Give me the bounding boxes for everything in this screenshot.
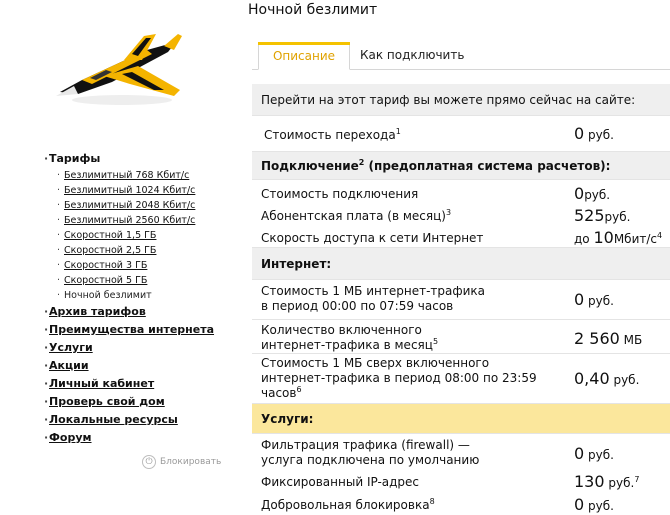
value-unit: руб. <box>588 128 614 142</box>
value-number: 0 <box>574 184 585 203</box>
nav-sub-link[interactable]: Безлимитный 1024 Кбит/с <box>64 185 196 196</box>
value-number: 130 <box>574 472 605 491</box>
extra-traffic-row <box>252 354 670 404</box>
internet-header-label: Интернет: <box>261 257 332 271</box>
value-unit: МБ <box>623 333 643 347</box>
nav-bullet: · <box>57 215 61 226</box>
nav-item-services[interactable] <box>44 339 249 357</box>
fixed-ip-label: Фиксированный IP-адрес <box>261 475 420 489</box>
nav-sub-item-current <box>57 288 249 303</box>
nav-sub-link[interactable]: Скоростной 1,5 ГБ <box>64 230 157 241</box>
value-unit: руб. <box>613 373 640 387</box>
firewall-label <box>261 438 479 468</box>
nav-item-check-house[interactable] <box>44 393 249 411</box>
extra-traffic-label <box>261 356 537 401</box>
nav-sub-link[interactable]: Скоростной 3 ГБ <box>64 260 148 271</box>
nav-bullet: · <box>44 323 49 336</box>
nav-sub-link[interactable]: Скоростной 2,5 ГБ <box>64 245 157 256</box>
footnote-mark: 3 <box>445 208 452 217</box>
nav-bullet: · <box>57 230 61 241</box>
nav-sub-item[interactable] <box>57 183 249 198</box>
nav-bullet: · <box>44 152 49 165</box>
switch-cost-label <box>264 128 401 143</box>
firewall-row <box>252 434 670 472</box>
nav-bullet: · <box>44 431 49 444</box>
connection-cost-value <box>574 184 610 203</box>
label-line: в период 00:00 по 07:59 часов <box>261 299 454 313</box>
nav-item-advantages[interactable] <box>44 321 249 339</box>
tab-bar <box>252 42 670 70</box>
nav-bullet: · <box>44 413 49 426</box>
nav-tariffs[interactable] <box>44 150 249 168</box>
value-unit: руб. <box>588 448 614 462</box>
power-icon: ⏻ <box>142 455 156 469</box>
value-number: 0 <box>574 444 585 463</box>
nav-sub-item[interactable] <box>57 168 249 183</box>
monthly-fee-text: Абонентская плата (в месяц) <box>261 209 446 223</box>
block-button-label: Блокировать <box>160 457 222 467</box>
value-unit: руб. <box>608 476 635 490</box>
nav-link[interactable]: Проверь свой дом <box>49 395 165 408</box>
speed-label: Скорость доступа к сети Интернет <box>261 231 484 245</box>
nav-bullet: · <box>57 200 61 211</box>
page-title: Ночной безлимит <box>248 2 378 18</box>
value-number: 10 <box>593 228 614 247</box>
nav-sub-item[interactable] <box>57 243 249 258</box>
value-number: 0 <box>574 124 585 143</box>
connection-cost-label: Стоимость подключения <box>261 187 419 201</box>
connection-rows <box>252 180 670 248</box>
nav-tariffs-label: Тарифы <box>49 152 101 165</box>
internet-header <box>252 248 670 280</box>
extra-traffic-value <box>574 369 639 388</box>
nav-sub-item[interactable] <box>57 198 249 213</box>
nav-bullet: · <box>57 170 61 181</box>
nav-sub-item[interactable] <box>57 213 249 228</box>
connection-header-suffix: (предоплатная система расчетов): <box>364 159 611 173</box>
intro-text: Перейти на этот тариф вы можете прямо сейчас на сайте: <box>261 93 636 107</box>
value-unit: руб. <box>584 188 611 202</box>
connection-header <box>252 152 670 180</box>
services-header <box>252 404 670 434</box>
nav-link[interactable]: Преимущества интернета <box>49 323 215 336</box>
label-line: интернет-трафика в период 08:00 по 23:59 <box>261 371 537 385</box>
traffic-cost-row <box>252 280 670 320</box>
nav-link[interactable]: Локальные ресурсы <box>49 413 178 426</box>
switch-cost-value <box>574 124 614 143</box>
firewall-value <box>574 444 614 463</box>
value-number: 525 <box>574 206 605 225</box>
value-unit: руб. <box>588 499 614 513</box>
switch-cost-text: Стоимость перехода <box>264 128 396 142</box>
nav-sub-link[interactable]: Скоростной 5 ГБ <box>64 275 148 286</box>
monthly-fee-value <box>574 206 630 225</box>
nav-sub-link[interactable]: Безлимитный 768 Кбит/с <box>64 170 190 181</box>
nav-item-forum[interactable] <box>44 429 249 447</box>
footnote-mark: 4 <box>657 231 663 240</box>
included-traffic-row <box>252 320 670 354</box>
nav-bullet: · <box>44 359 49 372</box>
connection-header-text: Подключение <box>261 159 359 173</box>
label-line: Фильтрация трафика (firewall) — <box>261 438 470 452</box>
tariff-table <box>252 84 670 515</box>
included-traffic-value <box>574 329 642 348</box>
nav-link[interactable]: Форум <box>49 431 92 444</box>
monthly-fee-label <box>261 209 451 224</box>
nav-link[interactable]: Архив тарифов <box>49 305 146 318</box>
nav-sub-link[interactable]: Безлимитный 2048 Кбит/с <box>64 200 196 211</box>
value-number: 2 560 <box>574 329 620 348</box>
speed-value <box>574 228 662 247</box>
value-unit: руб. <box>588 294 614 308</box>
block-button[interactable] <box>142 454 221 470</box>
nav-bullet: · <box>44 395 49 408</box>
nav-sub-current-label: Ночной безлимит <box>64 290 152 301</box>
value-prefix: до <box>574 232 594 246</box>
footnote-mark: 7 <box>634 475 640 484</box>
nav-bullet: · <box>57 290 61 301</box>
connection-header-label <box>261 159 610 174</box>
voluntary-block-label <box>261 498 435 513</box>
tariff-submenu <box>44 168 249 303</box>
tab-description[interactable]: Описание <box>258 42 350 70</box>
fixed-ip-value <box>574 472 639 491</box>
left-navigation <box>44 150 249 447</box>
footnote-mark: 8 <box>429 497 435 506</box>
intro-row <box>252 84 670 116</box>
nav-item-account[interactable] <box>44 375 249 393</box>
voluntary-block-text: Добровольная блокировка <box>261 498 430 512</box>
label-line: интернет-трафика в месяц <box>261 338 433 352</box>
switch-cost-row <box>252 116 670 152</box>
jet-logo <box>52 30 192 116</box>
label-line: часов <box>261 386 297 400</box>
tab-how-to-connect[interactable]: Как подключить <box>360 48 465 62</box>
nav-link[interactable]: Личный кабинет <box>49 377 155 390</box>
traffic-cost-value <box>574 290 614 309</box>
label-line: Количество включенного <box>261 323 422 337</box>
nav-sub-item[interactable] <box>57 258 249 273</box>
footnote-mark: 1 <box>395 127 401 136</box>
nav-item-local-resources[interactable] <box>44 411 249 429</box>
value-unit: руб. <box>604 210 631 224</box>
nav-sub-item[interactable] <box>57 273 249 288</box>
nav-bullet: · <box>57 185 61 196</box>
nav-bullet: · <box>44 377 49 390</box>
included-traffic-label <box>261 323 438 353</box>
label-line: Стоимость 1 МБ интернет-трафика <box>261 284 486 298</box>
nav-link[interactable]: Акции <box>49 359 89 372</box>
fixed-ip-row <box>252 472 670 494</box>
footnote-mark: 2 <box>358 158 365 167</box>
label-line: Стоимость 1 МБ сверх включенного <box>261 356 490 370</box>
nav-bullet: · <box>44 341 49 354</box>
nav-sub-item[interactable] <box>57 228 249 243</box>
nav-sub-link[interactable]: Безлимитный 2560 Кбит/с <box>64 215 196 226</box>
label-line: услуга подключена по умолчанию <box>261 453 480 467</box>
services-header-label: Услуги: <box>261 412 314 426</box>
nav-bullet: · <box>57 245 61 256</box>
nav-link[interactable]: Услуги <box>49 341 93 354</box>
nav-bullet: · <box>57 275 61 286</box>
nav-item-archive[interactable] <box>44 303 249 321</box>
voluntary-block-value <box>574 495 614 514</box>
nav-bullet: · <box>44 305 49 318</box>
traffic-cost-label <box>261 284 485 314</box>
footnote-mark: 5 <box>432 337 439 346</box>
footnote-mark: 6 <box>296 385 302 394</box>
nav-bullet: · <box>57 260 61 271</box>
value-number: 0 <box>574 495 585 514</box>
voluntary-block-row <box>252 494 670 515</box>
value-number: 0,40 <box>574 369 610 388</box>
value-number: 0 <box>574 290 585 309</box>
value-unit: Мбит/с <box>613 232 657 246</box>
nav-item-promotions[interactable] <box>44 357 249 375</box>
